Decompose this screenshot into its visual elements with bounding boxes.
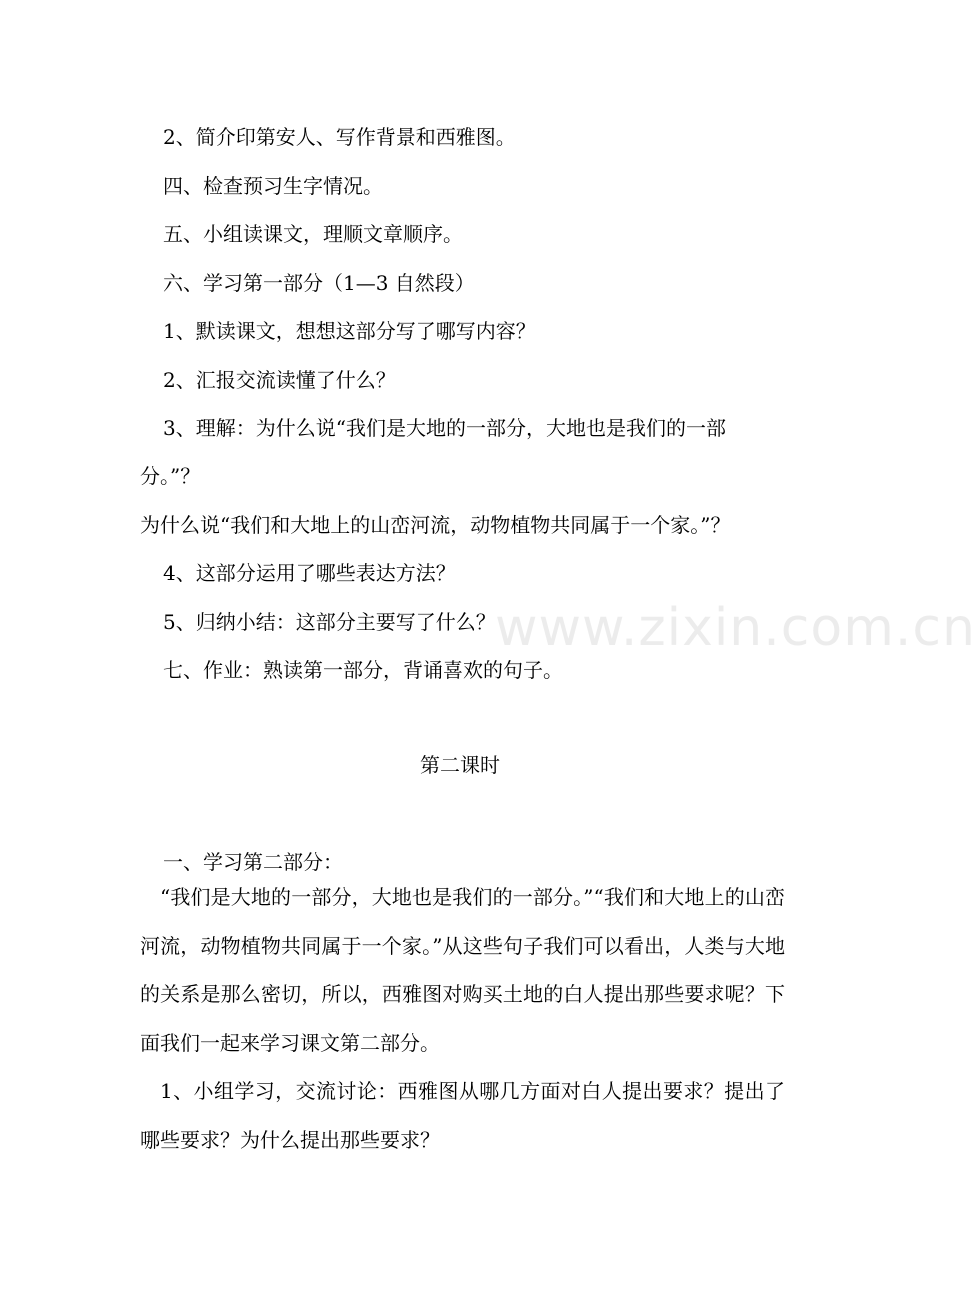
text-line-part-two: 一、学习第二部分： [163, 850, 343, 874]
text-line-understand-cont: 分。”？ [140, 464, 201, 488]
text-line-check-preview: 四、检查预习生字情况。 [163, 174, 383, 198]
text-line-methods: 4、这部分运用了哪些表达方法？ [163, 561, 456, 585]
text-line-understand: 3、理解：为什么说“我们是大地的一部分，大地也是我们的一部 [163, 416, 726, 440]
text-line-group-reading: 五、小组读课文，理顺文章顺序。 [163, 222, 463, 246]
paragraph-group-study: 1、小组学习，交流讨论：西雅图从哪几方面对白人提出要求？提出了哪些要求？为什么提出那些要求？ [140, 1079, 785, 1152]
text-line-report: 2、汇报交流读懂了什么？ [163, 368, 396, 392]
text-line-silent-reading: 1、默读课文，想想这部分写了哪写内容？ [163, 319, 536, 343]
watermark: www.zixin.com.cn [495, 598, 976, 658]
text-line-homework: 七、作业：熟读第一部分，背诵喜欢的句子。 [163, 658, 563, 682]
text-line-why: 为什么说“我们和大地上的山峦河流，动物植物共同属于一个家。”？ [140, 513, 731, 537]
text-line-intro: 2、简介印第安人、写作背景和西雅图。 [163, 125, 516, 149]
section-heading: 第二课时 [420, 753, 500, 777]
paragraph-relationship: “我们是大地的一部分，大地也是我们的一部分。”“我们和大地上的山峦河流，动物植物共同属于一个家。”从这些句子我们可以看出，人类与大地的关系是那么密切，所以，西雅图对购买土地的白人提出那些要求呢？下面我们一起来学习课文第二部分。 [140, 885, 785, 1055]
text-line-part-one: 六、学习第一部分（1—3 自然段） [163, 271, 475, 295]
text-line-summary: 5、归纳小结：这部分主要写了什么？ [163, 610, 496, 634]
